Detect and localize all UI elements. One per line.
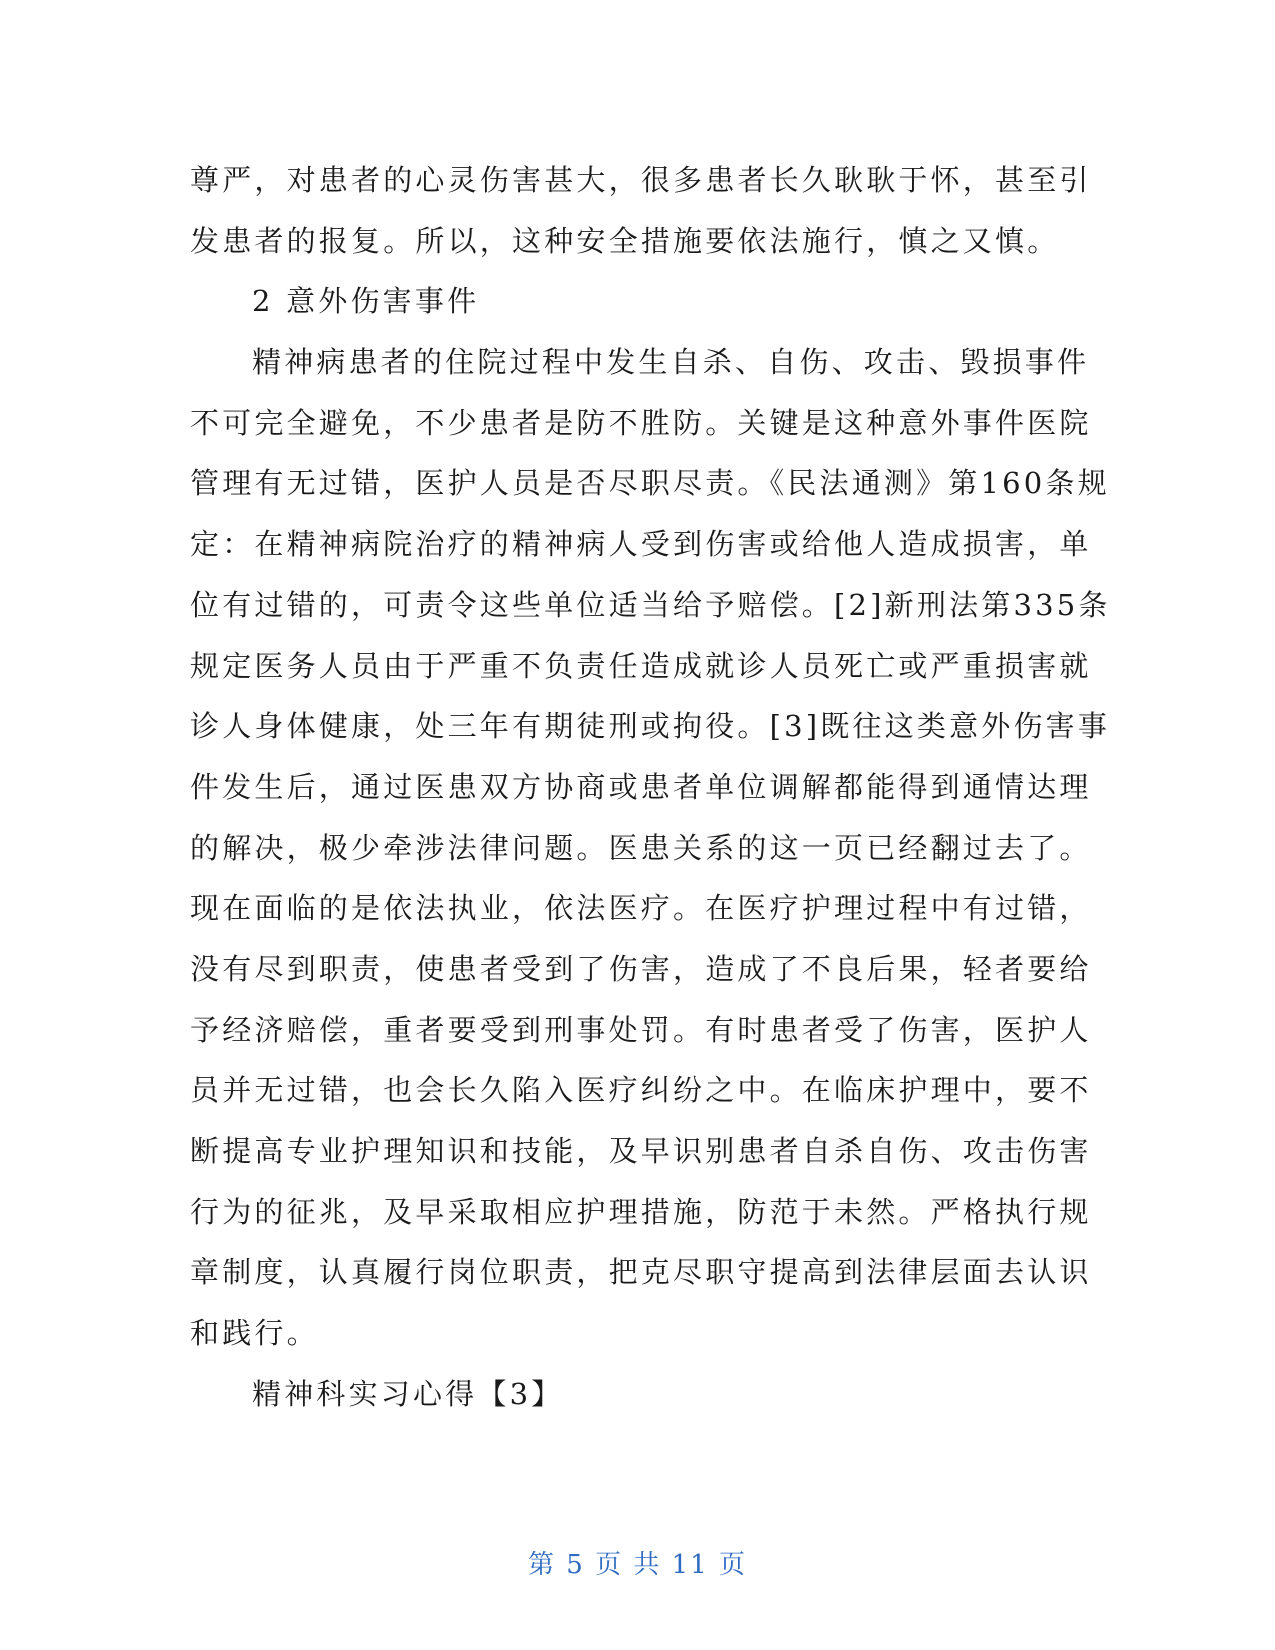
body-line: 现在面临的是依法执业，依法医疗。在医疗护理过程中有过错， bbox=[190, 891, 1092, 926]
body-line: 位有过错的，可责令这些单位适当给予赔偿。[2]新刑法第335条 bbox=[190, 587, 1111, 622]
body-line: 的解决，极少牵涉法律问题。医患关系的这一页已经翻过去了。 bbox=[190, 830, 1092, 865]
body-line: 件发生后，通过医患双方协商或患者单位调解都能得到通情达理 bbox=[190, 769, 1092, 804]
body-line: 定：在精神病院治疗的精神病人受到伤害或给他人造成损害，单 bbox=[190, 527, 1092, 562]
page-body bbox=[190, 150, 1111, 1424]
body-line: 管理有无过错，医护人员是否尽职尽责。《民法通测》第160条规 bbox=[190, 466, 1110, 501]
body-line: 尊严，对患者的心灵伤害甚大，很多患者长久耿耿于怀，甚至引 bbox=[190, 163, 1092, 197]
body-line: 予经济赔偿，重者要受到刑事处罚。有时患者受了伤害，医护人 bbox=[190, 1012, 1092, 1047]
body-line: 不可完全避免，不少患者是防不胜防。关键是这种意外事件医院 bbox=[190, 405, 1092, 440]
body-line: 断提高专业护理知识和技能，及早识别患者自杀自伤、攻击伤害 bbox=[190, 1134, 1092, 1168]
body-line: 章制度，认真履行岗位职责，把克尽职守提高到法律层面去认识 bbox=[190, 1255, 1092, 1290]
paragraph-start-line: 精神病患者的住院过程中发生自杀、自伤、攻击、毁损事件 bbox=[252, 345, 1090, 380]
body-line: 行为的征兆，及早采取相应护理措施，防范于未然。严格执行规 bbox=[190, 1194, 1092, 1229]
page-number-footer: 第 5 页 共 11 页 bbox=[528, 1550, 747, 1580]
body-line: 没有尽到职责，使患者受到了伤害，造成了不良后果，轻者要给 bbox=[190, 951, 1092, 986]
body-line: 规定医务人员由于严重不负责任造成就诊人员死亡或严重损害就 bbox=[190, 648, 1092, 683]
body-line: 员并无过错，也会长久陷入医疗纠纷之中。在临床护理中，要不 bbox=[190, 1073, 1092, 1108]
body-line: 和践行。 bbox=[190, 1316, 319, 1351]
section-title: 精神科实习心得【3】 bbox=[252, 1376, 564, 1411]
body-line: 诊人身体健康，处三年有期徒刑或拘役。[3]既往这类意外伤害事 bbox=[190, 709, 1111, 744]
body-line: 发患者的报复。所以，这种安全措施要依法施行，慎之又慎。 bbox=[190, 223, 1060, 258]
section-heading: 2 意外伤害事件 bbox=[252, 284, 480, 319]
